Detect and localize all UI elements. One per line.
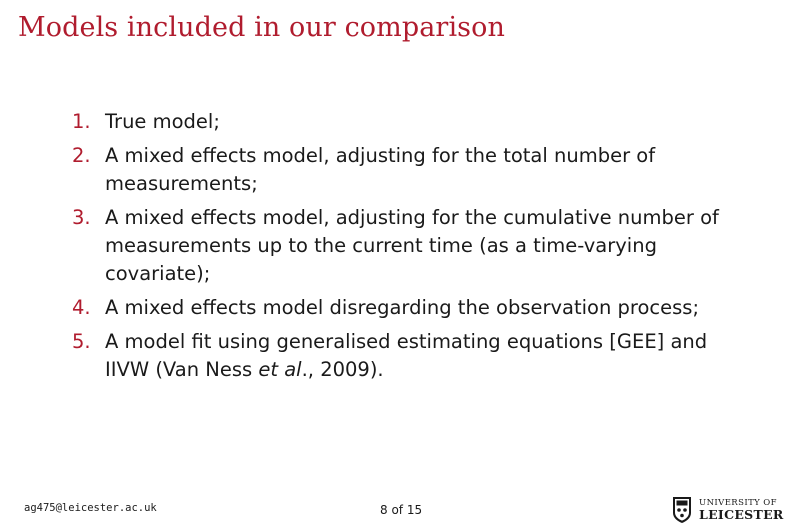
list-item bbox=[72, 108, 732, 136]
footer-email: ag475@leicester.ac.uk bbox=[24, 502, 157, 514]
list-item-text-italic: et al bbox=[258, 358, 302, 381]
list-item-number: 1. bbox=[72, 110, 91, 133]
list-item bbox=[72, 294, 732, 322]
list-item bbox=[72, 142, 732, 198]
list-item-text bbox=[105, 328, 732, 384]
list-item-text-part: A model fit using generalised estimating equations [GEE] and IIVW (Van Ness bbox=[105, 330, 708, 381]
page-total: 15 bbox=[406, 503, 423, 517]
list-item-text: A mixed effects model, adjusting for the cumulative number of measurements up to the current time (as a time-varying covariate); bbox=[105, 206, 719, 285]
crest-icon bbox=[672, 496, 692, 524]
model-list bbox=[72, 108, 732, 390]
list-item-number: 3. bbox=[72, 206, 91, 229]
list-item-text: True model; bbox=[105, 110, 220, 133]
page-number bbox=[380, 503, 422, 517]
list-item-number: 4. bbox=[72, 296, 91, 319]
slide-title: Models included in our comparison bbox=[18, 12, 505, 43]
university-logo bbox=[672, 496, 784, 524]
page-separator: of bbox=[387, 503, 407, 517]
list-item-number: 2. bbox=[72, 144, 91, 167]
list-item bbox=[72, 328, 732, 384]
list-item-text: A mixed effects model, adjusting for the total number of measurements; bbox=[105, 144, 656, 195]
list-item-text-part: ., 2009). bbox=[301, 358, 384, 381]
list-item-text: A mixed effects model disregarding the observation process; bbox=[105, 296, 700, 319]
logo-line-2: LEICESTER bbox=[699, 507, 784, 522]
logo-line-1: UNIVERSITY OF bbox=[699, 497, 777, 508]
page-current: 8 bbox=[380, 503, 388, 517]
list-item bbox=[72, 204, 732, 288]
list-item-number: 5. bbox=[72, 330, 91, 353]
logo-wordmark bbox=[699, 499, 784, 522]
